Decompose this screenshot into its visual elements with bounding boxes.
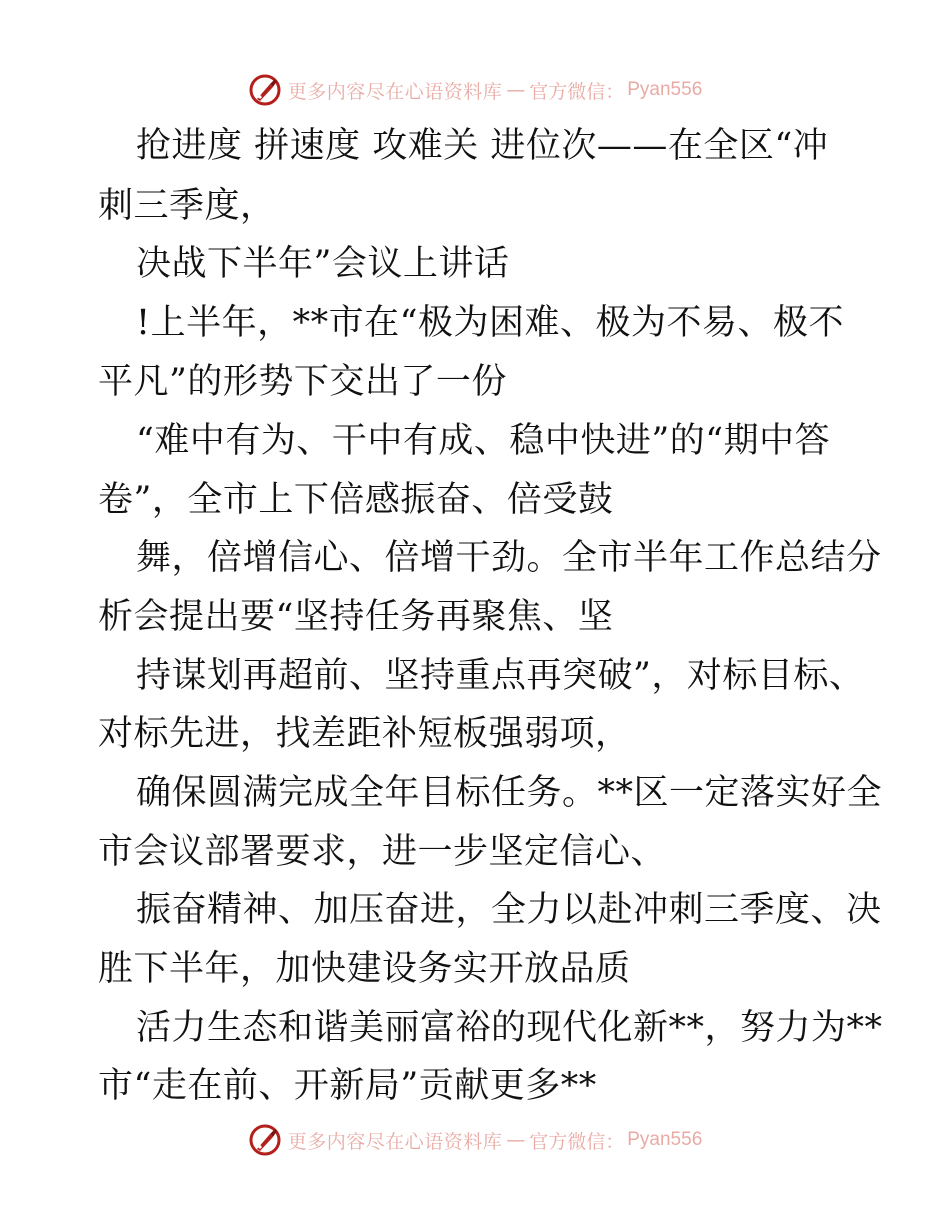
document-line: 市“走在前、开新局”贡献更多** — [98, 1066, 597, 1106]
document-line: 刺三季度， — [98, 186, 276, 226]
footer-watermark — [0, 1120, 950, 1160]
document-line: 抢进度 拼速度 攻难关 进位次——在全区“冲 — [136, 126, 829, 166]
pen-nib-logo-icon — [248, 1123, 282, 1157]
watermark-official-label: 官方微信： — [529, 80, 625, 103]
pen-nib-logo-icon — [248, 73, 282, 107]
watermark-brand-text: 更多内容尽在心语资料库 — [287, 1130, 503, 1153]
document-line: 舞，倍增信心、倍增干劲。全市半年工作总结分 — [136, 538, 882, 578]
document-line: 振奋精神、加压奋进，全力以赴冲刺三季度、决 — [136, 890, 882, 930]
header-watermark — [0, 70, 950, 110]
document-line: 析会提出要“坚持任务再聚焦、坚 — [98, 597, 614, 637]
watermark-dash: — — [506, 79, 526, 101]
document-line: 决战下半年”会议上讲话 — [136, 244, 510, 284]
watermark-dash: — — [506, 1129, 526, 1151]
document-line: 平凡”的形势下交出了一份 — [98, 362, 507, 402]
document-line: 持谋划再超前、坚持重点再突破”，对标目标、 — [136, 656, 865, 696]
document-line: 确保圆满完成全年目标任务。**区一定落实好全 — [136, 773, 883, 813]
watermark-wechat-id: Pyan556 — [627, 1129, 703, 1150]
watermark-brand-text: 更多内容尽在心语资料库 — [287, 80, 503, 103]
document-line: !上半年，**市在“极为困难、极为不易、极不 — [136, 303, 844, 343]
document-line: 活力生态和谐美丽富裕的现代化新**，努力为** — [136, 1008, 883, 1048]
document-line: 卷”，全市上下倍感振奋、倍受鼓 — [98, 480, 614, 520]
document-line: “难中有为、干中有成、稳中快进”的“期中答 — [136, 421, 831, 461]
document-line: 市会议部署要求，进一步坚定信心、 — [98, 832, 667, 872]
document-line: 对标先进，找差距补短板强弱项， — [98, 714, 631, 754]
document-line: 胜下半年，加快建设务实开放品质 — [98, 949, 631, 989]
watermark-official-label: 官方微信： — [529, 1130, 625, 1153]
watermark-wechat-id: Pyan556 — [627, 79, 703, 100]
